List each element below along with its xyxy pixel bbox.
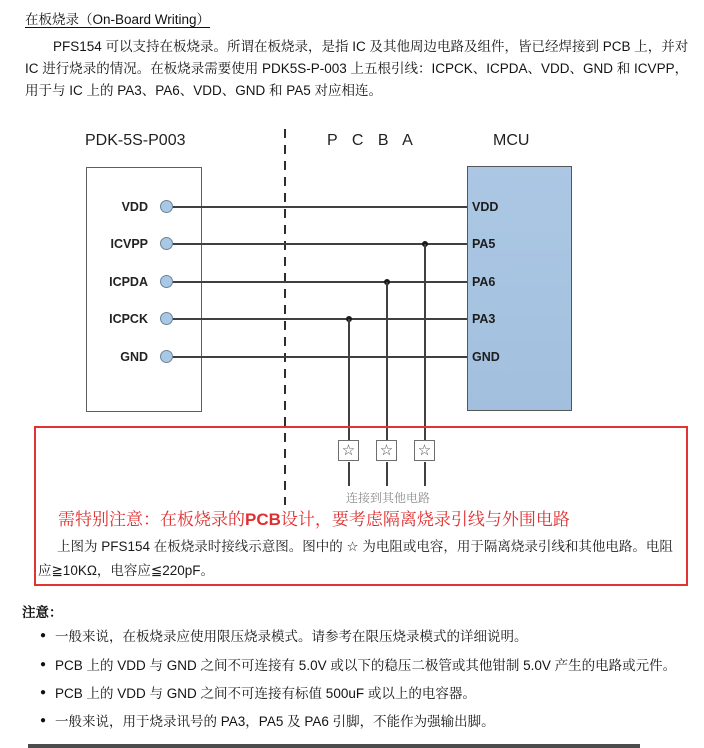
note-bullet-2 — [40, 654, 676, 674]
pin-connector-circle — [160, 312, 173, 325]
note-bullet-4 — [40, 710, 495, 730]
bullet-icon: ● — [40, 658, 47, 670]
mcu-title: MCU — [493, 132, 530, 149]
section-title: 在板烧录（On-Board Writing） — [25, 12, 211, 27]
warning-suffix: 设计，要考虑隔离烧录引线与外围电路 — [280, 510, 570, 530]
mcu-pin-gnd: GND — [472, 350, 500, 364]
writer-pin-icvpp: ICVPP — [110, 237, 148, 251]
isolation-wire-pa5 — [424, 244, 426, 440]
annotation-line-2: 应≧10KΩ，电容应≦220pF。 — [38, 563, 215, 578]
mcu-pin-pa3: PA3 — [472, 312, 496, 326]
pin-connector-circle — [160, 275, 173, 288]
intro-paragraph — [25, 36, 695, 102]
writer-pin-gnd: GND — [120, 350, 148, 364]
intro-line-2: IC 进行烧录的情况。在板烧录需要使用 PDK5S-P-003 上五根引线：ICPCK、ICPDA、VDD、GND 和 ICVPP， — [25, 61, 689, 76]
note-text: PCB 上的 VDD 与 GND 之间不可连接有 5.0V 或以下的稳压二极管或其他钳制 5.0V 产生的电路或元件。 — [55, 658, 677, 673]
note-text: 一般来说，在板烧录应使用限压烧录模式。请参考在限压烧录模式的详细说明。 — [55, 629, 528, 644]
mcu-pin-vdd: VDD — [472, 200, 499, 214]
intro-line-1: PFS154 可以支持在板烧录。所谓在板烧录，是指 IC 及其他周边电路及组件，皆已经焊接到 PCB 上，并对 — [53, 39, 689, 54]
wire-gnd — [166, 356, 467, 358]
writer-title: PDK-5S-P003 — [85, 132, 186, 149]
warning-prefix: 需特别注意：在板烧录的 — [58, 510, 245, 530]
isolation-wire-pa3 — [348, 319, 350, 440]
mcu-pin-pa6: PA6 — [472, 275, 496, 289]
wire-icpda-pa6 — [166, 281, 467, 283]
bullet-icon: ● — [40, 629, 47, 641]
pin-connector-circle — [160, 237, 173, 250]
writer-pin-icpda: ICPDA — [109, 275, 148, 289]
bullet-icon: ● — [40, 714, 47, 726]
wire-icpck-pa3 — [166, 318, 467, 320]
warning-text — [58, 505, 570, 530]
note-bullet-1 — [40, 625, 528, 645]
writer-pin-vdd: VDD — [121, 200, 148, 214]
note-bullet-3 — [40, 682, 476, 702]
pin-connector-circle — [160, 200, 173, 213]
other-circuits-caption: 连接到其他电路 — [345, 491, 430, 505]
star-icon: ☆ — [341, 442, 356, 459]
warning-pcb: PCB — [245, 510, 281, 529]
star-icon: ☆ — [379, 442, 394, 459]
page-bottom-cutoff — [28, 744, 640, 748]
pcba-title: P C B A — [327, 132, 418, 149]
writer-pin-icpck: ICPCK — [109, 312, 148, 326]
mcu-pin-pa5: PA5 — [472, 237, 496, 251]
note-text: 一般来说，用于烧录讯号的 PA3，PA5 及 PA6 引脚，不能作为强输出脚。 — [55, 714, 495, 729]
star-icon: ☆ — [417, 442, 432, 459]
annotation-line-1: 上图为 PFS154 在板烧录时接线示意图。图中的 ☆ 为电阻或电容，用于隔离烧录引线和其他电路。电阻 — [57, 539, 673, 554]
isolation-wire-pa6 — [386, 282, 388, 440]
wire-vdd — [166, 206, 467, 208]
notes-heading: 注意： — [22, 605, 63, 620]
pin-connector-circle — [160, 350, 173, 363]
intro-line-3: 用于与 IC 上的 PA3、PA6、VDD、GND 和 PA5 对应相连。 — [25, 83, 383, 98]
bullet-icon: ● — [40, 686, 47, 698]
note-text: PCB 上的 VDD 与 GND 之间不可连接有标值 500uF 或以上的电容器。 — [55, 686, 476, 701]
